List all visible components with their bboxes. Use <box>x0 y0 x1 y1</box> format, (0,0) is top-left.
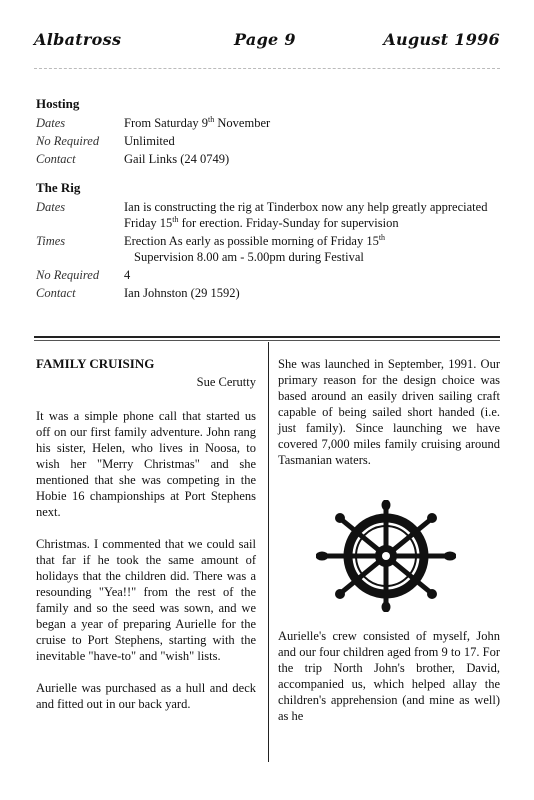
hosting-contact-row <box>36 151 506 167</box>
article-paragraph: She was launched in September, 1991. Our primary reason for the design choice was based around an easily driven sailing craft capable of being sailed short handed (i.e. just family). Since launching we have covered 7,000 miles family cruising around Tasmanian waters. <box>278 357 500 467</box>
rig-times-row <box>36 233 506 265</box>
rig-required-row <box>36 267 506 283</box>
rig-times-line: Supervision 8.00 am - 5.00pm during Festival <box>134 250 364 264</box>
page-number: Page 9 <box>234 30 296 49</box>
header-rule <box>34 68 500 69</box>
rig-section <box>36 180 506 303</box>
contact-label: Contact <box>36 286 76 300</box>
rig-dates-row <box>36 199 506 231</box>
rig-contact-value: Ian Johnston (29 1592) <box>124 286 240 300</box>
no-required-label: No Required <box>36 134 100 148</box>
rig-contact-row <box>36 285 506 301</box>
ships-wheel-icon <box>316 500 456 612</box>
article-paragraph: It was a simple phone call that started us off on our first family adventure. John rang his sister, Helen, who lives in Noosa, to wish her "Merry Christmas" and she mentioned that she was competing in the Hobie 16 championships at Port Stephens next. <box>36 409 256 519</box>
rig-dates-line: Friday 15th for erection. Friday-Sunday for supervision <box>124 214 399 230</box>
article-right-column-continued <box>278 628 500 740</box>
article-author: Sue Cerutty <box>196 375 256 389</box>
rig-required-value: 4 <box>124 268 131 282</box>
article-left-column <box>36 356 256 728</box>
hosting-contact-value: Gail Links (24 0749) <box>124 152 230 166</box>
hosting-dates-value: From Saturday 9th November <box>124 114 271 130</box>
article-paragraph: Aurielle's crew consisted of myself, John and our four children aged from 9 to 17. For the trip North John's brother, David, accompanied us, which helped allay the children's apprehension (and mine as well) as he <box>278 629 500 723</box>
hosting-dates-row <box>36 115 506 131</box>
column-divider <box>268 342 269 762</box>
article-paragraph: Aurielle was purchased as a hull and deck and fitted out in our back yard. <box>36 681 256 711</box>
hosting-title: Hosting <box>36 96 80 111</box>
newsletter-title: Albatross <box>34 30 122 49</box>
hosting-section <box>36 96 506 169</box>
rig-title: The Rig <box>36 180 81 195</box>
section-divider <box>34 340 500 341</box>
dates-label: Dates <box>36 116 66 130</box>
dates-label: Dates <box>36 200 66 214</box>
article-title: FAMILY CRUISING <box>36 356 155 371</box>
section-divider <box>34 336 500 338</box>
times-label: Times <box>36 234 66 248</box>
hosting-required-row <box>36 133 506 149</box>
rig-times-line: Erection As early as possible morning of Friday 15th <box>124 232 386 248</box>
contact-label: Contact <box>36 152 76 166</box>
rig-dates-line: Ian is constructing the rig at Tinderbox now any help greatly appreciated <box>124 200 488 214</box>
article-right-column <box>278 356 500 484</box>
page-header <box>34 30 500 54</box>
issue-date: August 1996 <box>383 30 500 49</box>
article-paragraph: Christmas. I commented that we could sail that far if he took the same amount of holidays that the children did. There was a resounding "Yea!!" from the rest of the family and so the seed was sown, and we began a year of preparing Aurielle for the cruise to Port Stephens, starting with the inevitable "have-to" and "wish" lists. <box>36 537 256 663</box>
no-required-label: No Required <box>36 268 100 282</box>
hosting-required-value: Unlimited <box>124 134 175 148</box>
